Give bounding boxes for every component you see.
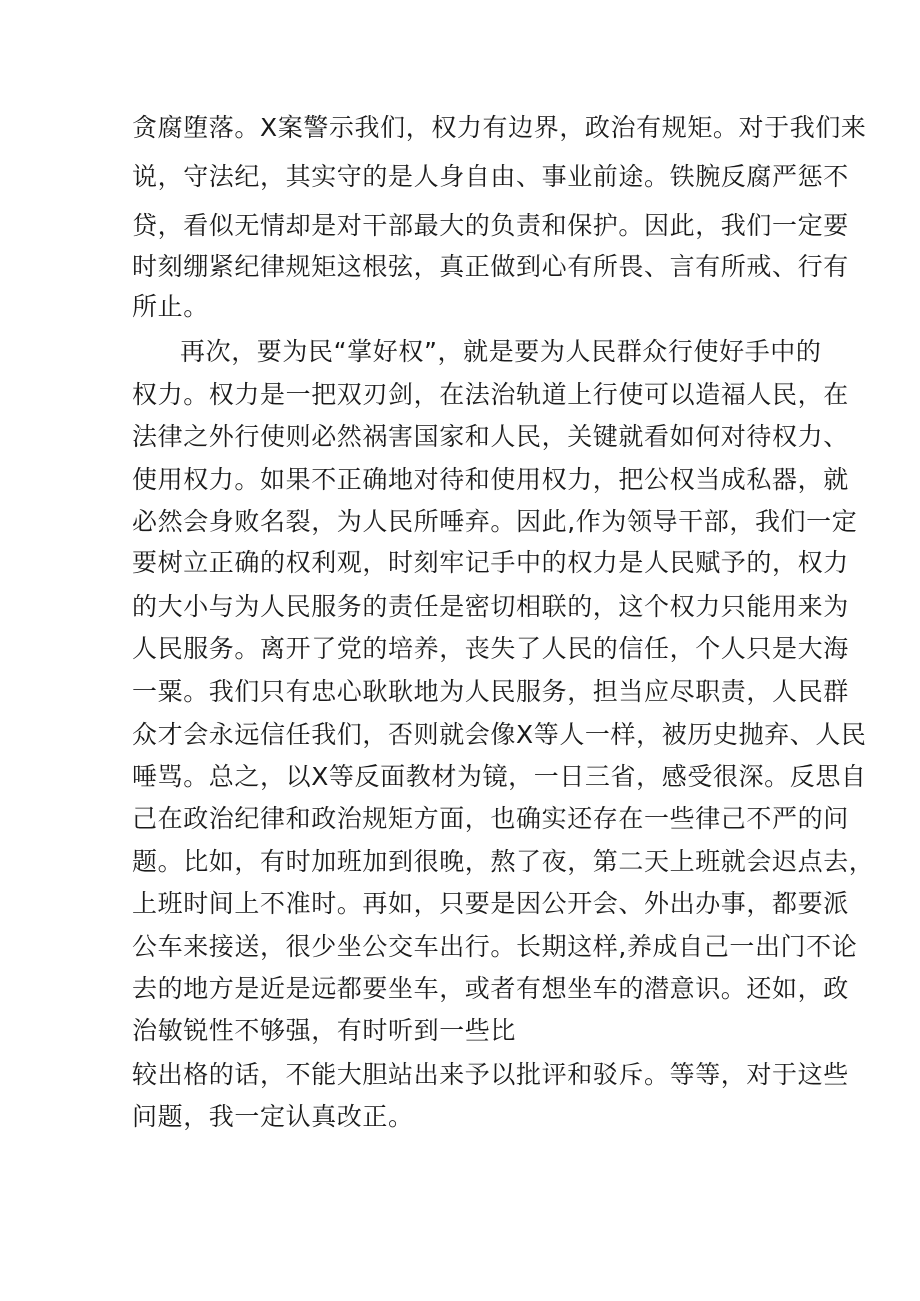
- text-line: 权力。权力是一把双刃剑，在法治轨道上行使可以造福人民，在: [132, 380, 849, 409]
- text-line: 必然会身败名裂，为人民所唾弃。因此,作为领导干部，我们一定: [132, 507, 858, 536]
- text-line: 唾骂。总之，以X等反面教材为镜，一日三省，感受很深。反思自: [132, 762, 867, 791]
- text-line: 众才会永远信任我们，否则就会像X等人一样，被历史抛弃、人民: [132, 720, 867, 749]
- text-line: 上班时间上不准时。再如，只要是因公开会、外出办事，都要派: [132, 889, 849, 918]
- text-line: 人民服务。离开了党的培养，丧失了人民的信任，个人只是大海: [132, 634, 849, 663]
- text-line: 再次，要为民“掌好权”，就是要为人民群众行使好手中的: [180, 337, 822, 366]
- text-line: 治敏锐性不够强，有时听到一些比: [132, 1016, 517, 1045]
- text-line: 去的地方是近是远都要坐车，或者有想坐车的潜意识。还如，政: [132, 974, 849, 1003]
- text-line: 法律之外行使则必然祸害国家和人民，关键就看如何对待权力、: [132, 422, 849, 451]
- text-line: 贪腐堕落。X案警示我们，权力有边界，政治有规矩。对于我们来: [132, 113, 867, 142]
- text-line: 贷，看似无情却是对干部最大的负责和保护。因此，我们一定要: [132, 211, 849, 240]
- text-line: 较出格的话，不能大胆站出来予以批评和驳斥。等等，对于这些: [132, 1060, 849, 1089]
- text-line: 时刻绷紧纪律规矩这根弦，真正做到心有所畏、言有所戒、行有: [132, 252, 849, 281]
- text-line: 问题，我一定认真改正。: [132, 1102, 414, 1131]
- text-line: 己在政治纪律和政治规矩方面，也确实还存在一些律己不严的问: [132, 804, 849, 833]
- text-line: 题。比如，有时加班加到很晚，熬了夜，第二天上班就会迟点去，: [132, 847, 875, 876]
- text-line: 一粟。我们只有忠心耿耿地为人民服务，担当应尽职责，人民群: [132, 677, 849, 706]
- text-line: 所止。: [132, 292, 209, 321]
- text-line: 使用权力。如果不正确地对待和使用权力，把公权当成私器，就: [132, 465, 849, 494]
- text-line: 要树立正确的权利观，时刻牢记手中的权力是人民赋予的，权力: [132, 548, 849, 577]
- text-line: 的大小与为人民服务的责任是密切相联的，这个权力只能用来为: [132, 592, 849, 621]
- text-line: 公车来接送，很少坐公交车出行。长期这样,养成自己一出门不论: [132, 932, 858, 961]
- text-line: 说，守法纪，其实守的是人身自由、事业前途。铁腕反腐严惩不: [132, 162, 849, 191]
